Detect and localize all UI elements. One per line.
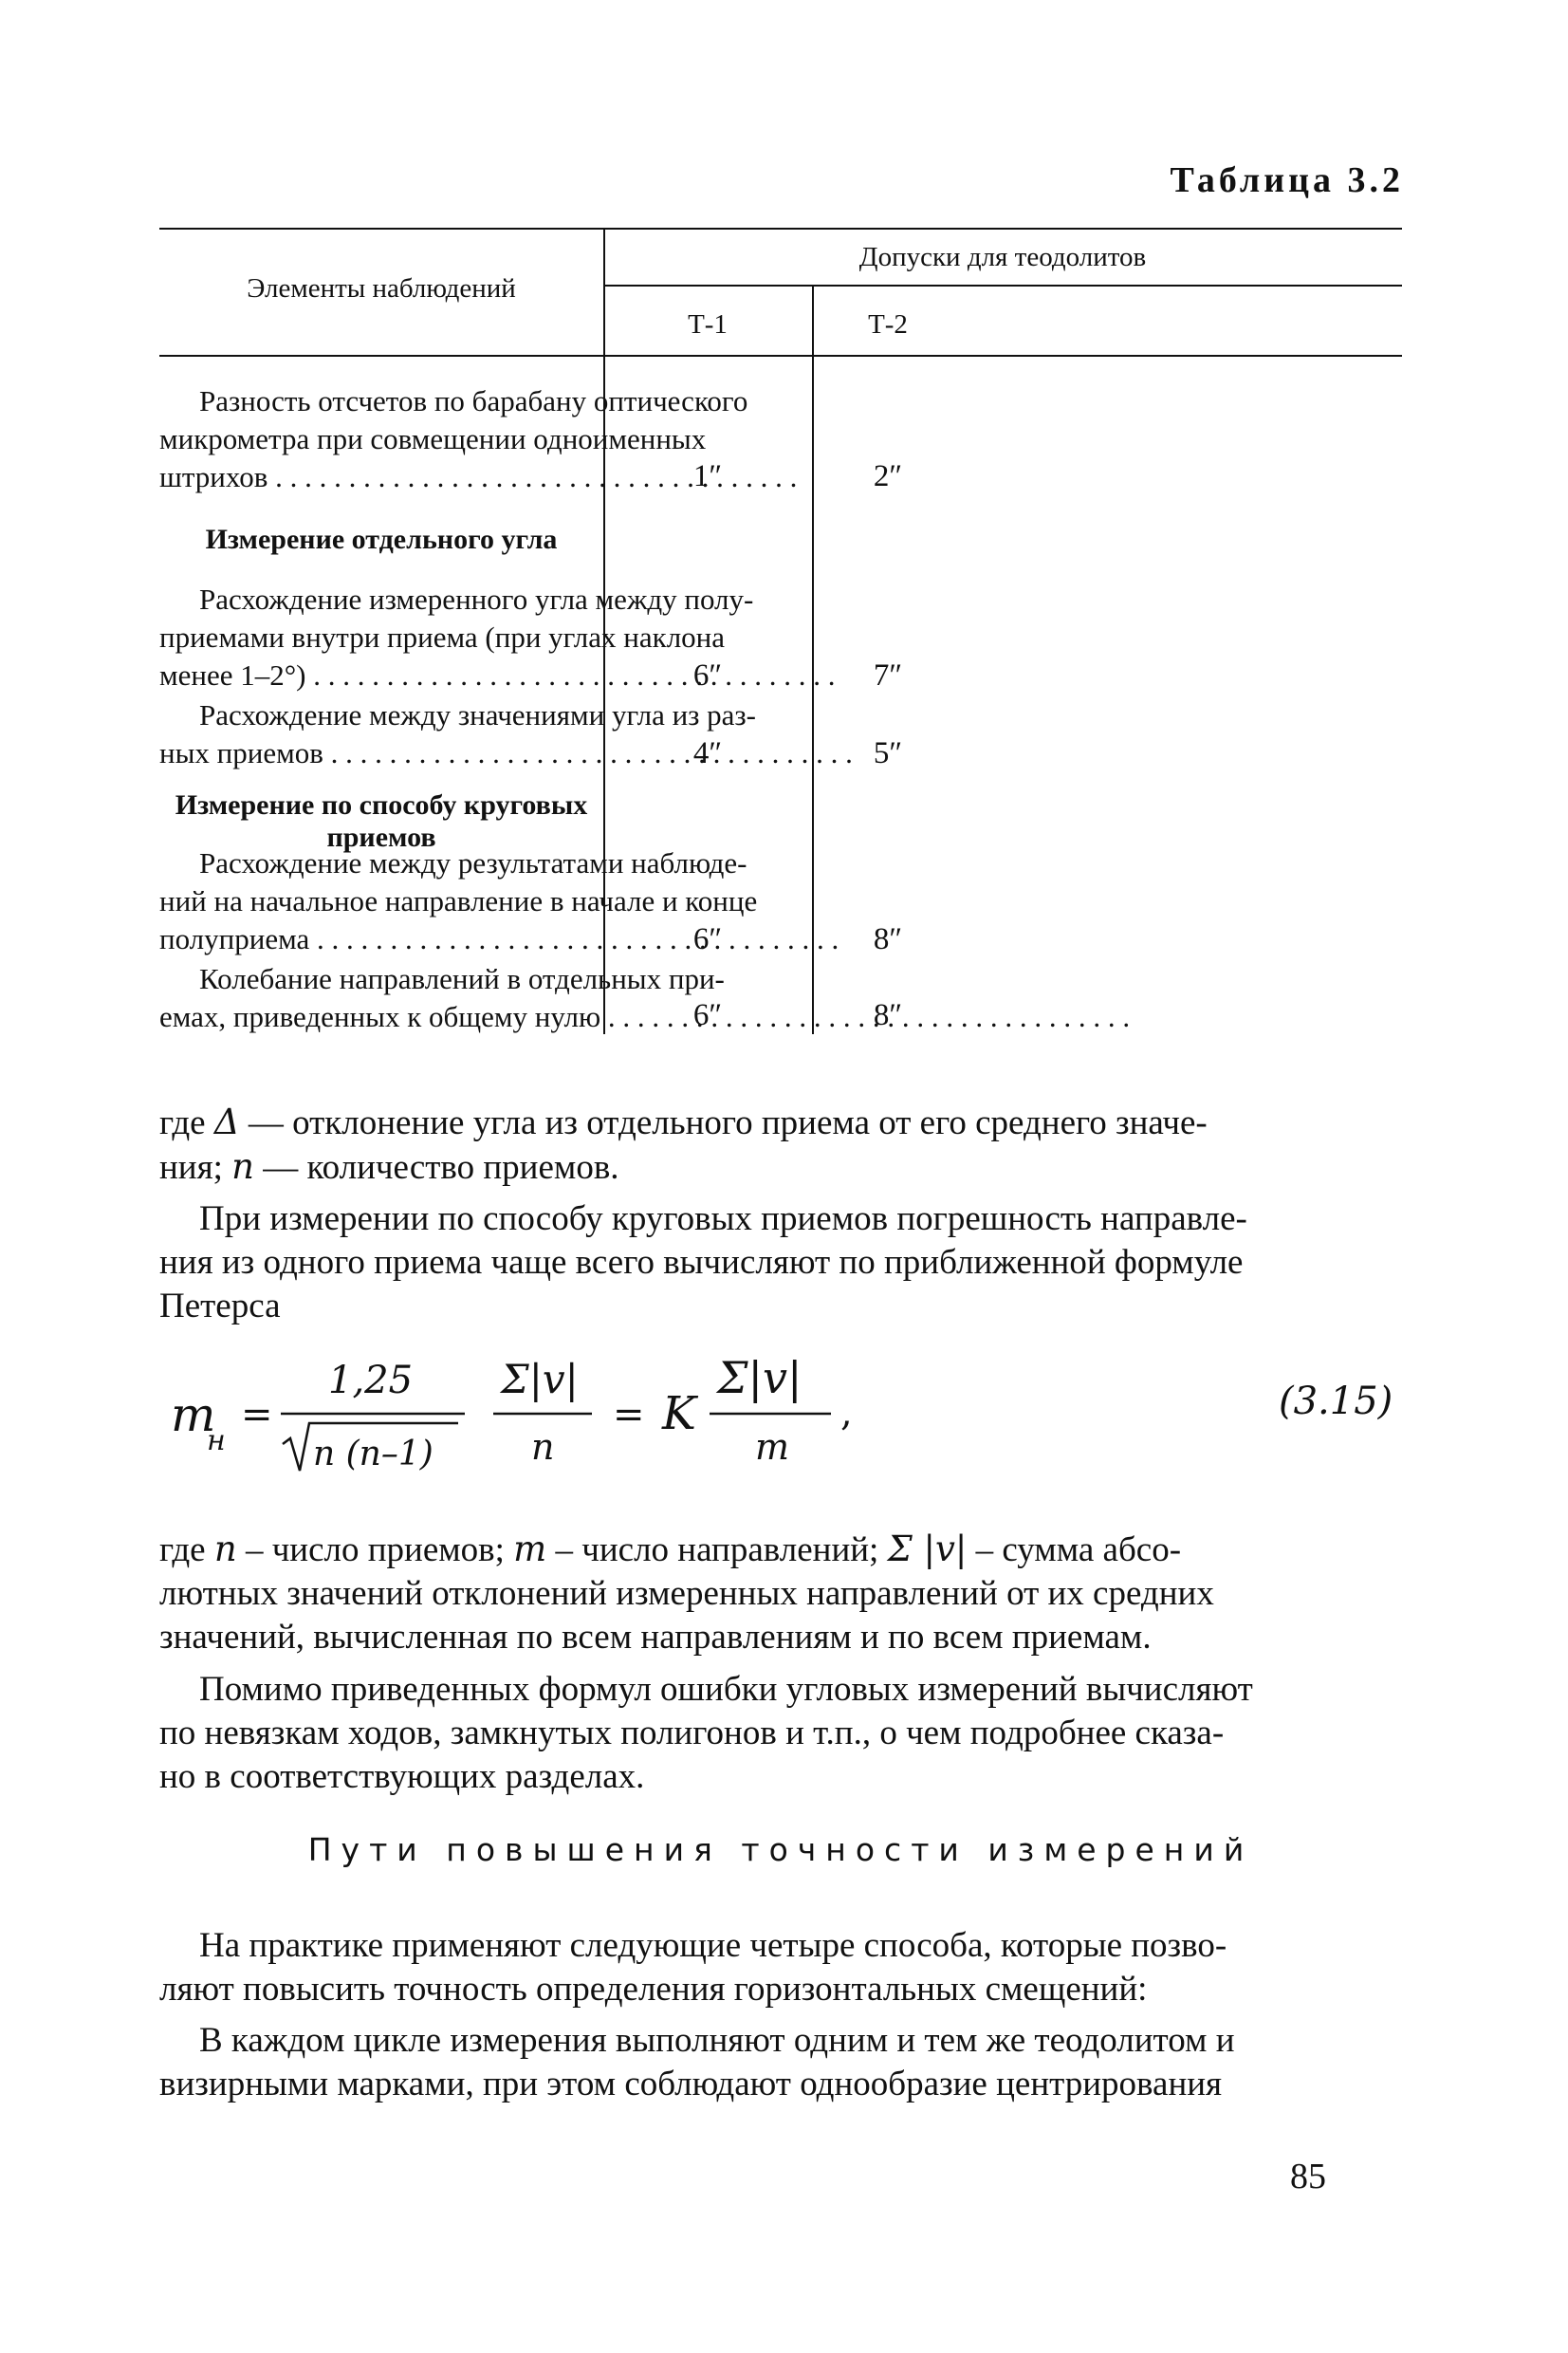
table-row: Колебание направлений в отдельных при- емах, приведенных к общему нулю . . .: [159, 960, 594, 1036]
paragraph-definitions: где n – число приемов; m – число направлений; Σ |v| – сумма абсо- лютных значений отклонений измеренных направлений от их средних значений, вычисленная по всем направлениям и по всем приемам.: [159, 1529, 1214, 1657]
formula-sum-1: Σ|v|: [501, 1356, 579, 1402]
formula-sum-2: Σ|v|: [717, 1352, 802, 1403]
paragraph-peters: При измерении по способу круговых приемов погрешность направле- ния из одного приема чаще всего вычисляют по приближенной формуле Петерса: [159, 1199, 1247, 1325]
value-t1: 6″: [692, 922, 723, 956]
table-row: Расхождение измеренного угла между полу- приемами внутри приема (при углах наклона менее 1–2°) . . .: [159, 581, 594, 695]
table-row: Расхождение между результатами наблюде- ний на начальное направление в начале и конце полуприема . . .: [159, 844, 594, 958]
paragraph-methods: На практике применяют следующие четыре способа, которые позво- ляют повысить точность определения горизонтальных смещений:: [159, 1926, 1227, 2009]
value-t1: 1″: [692, 459, 723, 493]
formula-equals-2: =: [613, 1393, 645, 1436]
header-tolerances: Допуски для теодолитов: [858, 242, 1147, 272]
table-row: Расхождение между значениями угла из раз- ных приемов . . .: [159, 696, 594, 772]
formula-comma: ,: [840, 1391, 853, 1435]
page-number: 85: [1290, 2157, 1326, 2196]
table-top-rule: [159, 228, 1402, 230]
formula-denominator-n: n: [531, 1426, 555, 1468]
tolerance-table: [159, 228, 1402, 1034]
value-t1: 6″: [692, 658, 723, 693]
table-caption: Таблица 3.2: [1170, 160, 1404, 200]
section-heading: Измерение по способу круговых приемов: [175, 789, 588, 853]
value-t2: 8″: [873, 922, 903, 956]
section-title: Пути повышения точности измерений: [307, 1831, 1254, 1868]
value-t2: 7″: [873, 658, 903, 693]
table-row: Разность отсчетов по барабану оптического микрометра при совмещении одноименных штрихов . . .: [159, 382, 594, 496]
formula-equals-1: =: [241, 1393, 273, 1436]
table-header-bottom-rule: [159, 355, 1402, 357]
peters-formula: [159, 1338, 1402, 1480]
formula-k: K: [662, 1387, 696, 1440]
formula-number: (3.15): [1279, 1380, 1393, 1423]
paragraph-closing: Помимо приведенных формул ошибки угловых измерений вычисляют по невязкам ходов, замкнутых полигонов и т.п., о чем подробнее сказа- но в соответствующих разделах.: [159, 1670, 1253, 1796]
formula-lhs: m: [171, 1387, 216, 1442]
header-t2: Т-2: [868, 309, 908, 340]
section-heading: Измерение отдельного угла: [205, 524, 558, 555]
header-t1: Т-1: [688, 309, 728, 340]
value-t2: 2″: [873, 459, 903, 493]
value-t2: 5″: [873, 736, 903, 770]
formula-lhs-subscript: н: [207, 1424, 226, 1457]
formula-sqrt-arg: n (n–1): [313, 1435, 434, 1473]
value-t1: 6″: [692, 998, 723, 1032]
paragraph-delta: где Δ — отклонение угла из отдельного приема от его среднего значе- ния; n — количество приемов.: [159, 1102, 1208, 1187]
paragraph-cycle: В каждом цикле измерения выполняют одним и тем же теодолитом и визирными марками, при этом соблюдают однообразие центрирования: [159, 2021, 1235, 2103]
formula-denominator-m: m: [755, 1426, 790, 1468]
formula-coefficient: 1,25: [328, 1359, 414, 1402]
header-elements: Элементы наблюдений: [247, 273, 516, 304]
table-subheader-rule: [603, 285, 1402, 287]
value-t2: 8″: [873, 998, 903, 1032]
value-t1: 4″: [692, 736, 723, 770]
formula-graphic: [159, 1338, 1402, 1480]
